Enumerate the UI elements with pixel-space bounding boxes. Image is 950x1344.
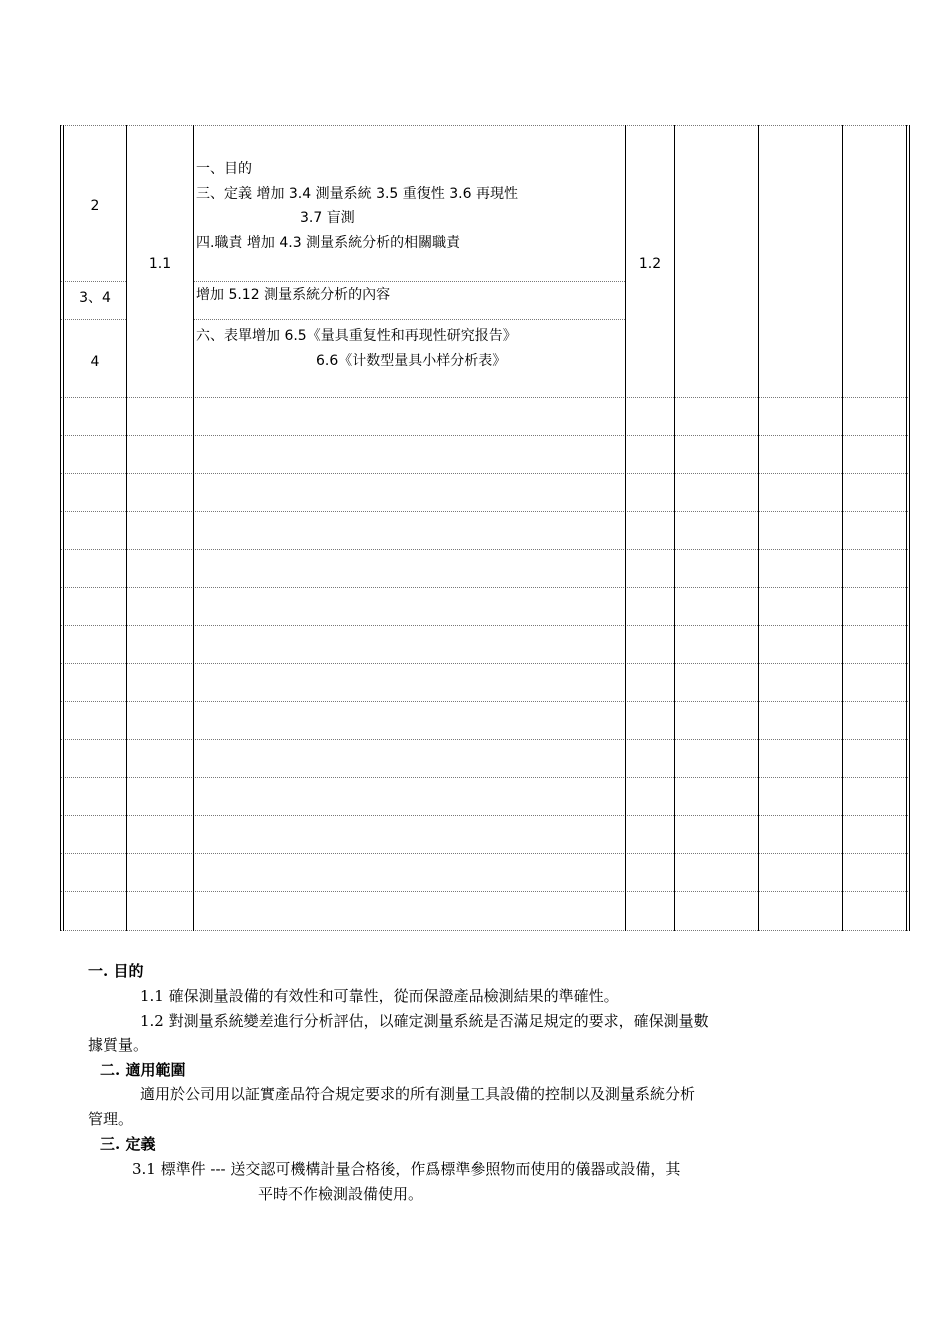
paragraph-line: 3.1 標準件 --- 送交認可機構計量合格後，作爲標準參照物而使用的儀器或設備，其	[132, 1160, 681, 1178]
row-divider	[60, 319, 126, 320]
row-divider	[60, 701, 910, 702]
row-divider	[60, 739, 910, 740]
column-divider	[842, 125, 843, 931]
column-divider	[193, 125, 194, 931]
section-heading: 三. 定義	[100, 1135, 156, 1153]
table-bottom-border	[60, 930, 910, 931]
paragraph-line: 據質量。	[88, 1036, 149, 1054]
row-divider	[60, 853, 910, 854]
row-divider	[60, 397, 910, 398]
table-right-border-outer	[909, 125, 910, 931]
table-top-border	[60, 125, 910, 126]
new-version-cell: 1.2	[638, 256, 662, 272]
paragraph-line: 平時不作檢測設備使用。	[258, 1185, 424, 1203]
content-line: 三、定義 增加 3.4 測量系統 3.5 重復性 3.6 再現性	[196, 186, 518, 202]
old-version-cell: 1.1	[148, 256, 172, 272]
content-line: 3.7 盲測	[300, 210, 355, 226]
section-cell: 4	[90, 354, 100, 370]
content-line: 四.職責 增加 4.3 測量系統分析的相關職責	[196, 235, 461, 251]
row-divider	[60, 435, 910, 436]
content-line: 6.6《计数型量具小样分析表》	[316, 353, 507, 369]
row-divider	[193, 281, 625, 282]
paragraph-line: 1.1 確保測量設備的有效性和可靠性，從而保證產品檢測結果的準確性。	[140, 987, 619, 1005]
paragraph-line: 1.2 對測量系統變差進行分析評估，以確定測量系統是否滿足規定的要求，確保測量數	[140, 1012, 709, 1030]
section-cell: 2	[90, 198, 100, 214]
section-heading: 一. 目的	[88, 962, 144, 980]
row-divider	[60, 815, 910, 816]
content-line: 一、目的	[196, 161, 252, 177]
table-right-border	[906, 125, 907, 931]
row-divider	[60, 777, 910, 778]
row-divider	[60, 587, 910, 588]
paragraph-line: 管理。	[88, 1110, 134, 1128]
column-divider	[126, 125, 127, 931]
row-divider	[60, 281, 126, 282]
column-divider	[674, 125, 675, 931]
row-divider	[60, 891, 910, 892]
row-divider	[193, 319, 625, 320]
row-divider	[60, 663, 910, 664]
document-body	[0, 955, 950, 1215]
column-divider	[625, 125, 626, 931]
row-divider	[60, 549, 910, 550]
paragraph-line: 適用於公司用以証實產品符合規定要求的所有測量工具設備的控制以及測量系統分析	[140, 1085, 696, 1103]
content-line: 六、表單增加 6.5《量具重复性和再现性研究报告》	[196, 328, 517, 344]
table-left-border-inner	[63, 125, 64, 931]
table-left-border	[60, 125, 61, 931]
section-cell: 3、4	[79, 290, 111, 306]
row-divider	[60, 473, 910, 474]
row-divider	[60, 511, 910, 512]
column-divider	[758, 125, 759, 931]
section-heading: 二. 適用範圍	[100, 1061, 186, 1079]
row-divider	[60, 625, 910, 626]
content-line: 增加 5.12 測量系統分析的內容	[196, 287, 391, 303]
